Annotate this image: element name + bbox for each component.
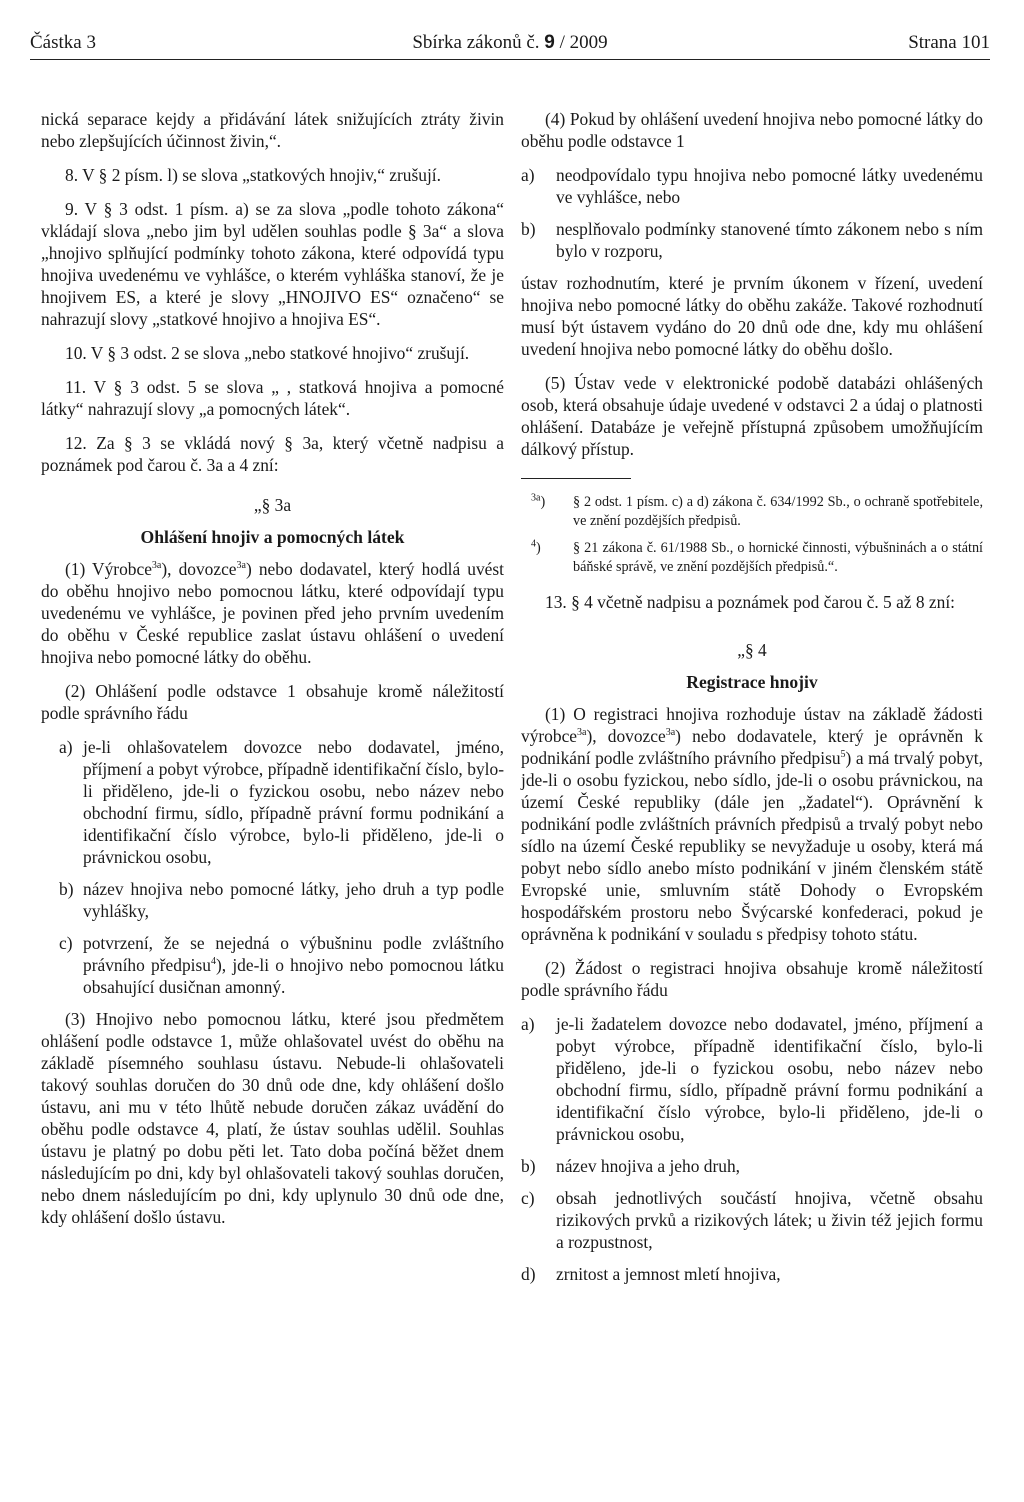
item-text: nesplňovalo podmínky stanovené tímto zákonem nebo s ním bylo v rozporu,	[556, 219, 983, 261]
footnote	[521, 493, 983, 531]
footnote-mark-number: 3a	[531, 492, 541, 504]
subsection-4-tail: ústav rozhodnutím, které je prvním úkonem v řízení, uvedení hnojiva nebo pomocné látky do oběhu zakáže. Takové rozhodnutí musí být ústavem vydáno do 20 dnů ode dne, kdy mu ohlášení uvedení hnojiva nebo pomocné látky do oběhu došlo.	[521, 273, 983, 359]
paragraph-12: 12. Za § 3 se vkládá nový § 3a, který včetně nadpisu a poznámek pod čarou č. 3a a 4 zní:	[41, 433, 504, 475]
footnote-mark: $^4$)	[531, 538, 541, 556]
footnote-mark: $^{3a}$)	[531, 492, 546, 510]
header-page: Strana 101	[908, 32, 990, 53]
list-item	[41, 932, 504, 998]
item-label: c)	[59, 933, 73, 953]
footnote-ref: 3a	[665, 727, 676, 739]
item-text: potvrzení, že se nejedná o výbušninu podle zvláštního právního předpisu	[83, 933, 504, 975]
right-column	[521, 108, 983, 1295]
item-label: b)	[59, 879, 74, 899]
header-part: Částka 3	[30, 32, 96, 53]
footnote-mark-number: 4	[531, 538, 536, 550]
list-item	[521, 164, 983, 208]
subsection-5: (5) Ústav vede v elektronické podobě databázi ohlášených osob, která obsahuje údaje uvedené v odstavci 2 a údaj o platnosti ohlášení. Databáze je veřejně přístupná způsobem umožňujícím dálkový přístup.	[521, 373, 983, 459]
paragraph-10: 10. V § 3 odst. 2 se slova „nebo statkové hnojivo“ zrušují.	[65, 343, 470, 363]
list-item	[521, 1155, 983, 1177]
item-text: ), jde-li o hnojivo nebo pomocnou látku obsahující dusičnan amonný.	[83, 955, 504, 997]
journal-name: Sbírka zákonů č.	[412, 32, 540, 53]
item-label: a)	[59, 737, 73, 757]
subsection-3: (3) Hnojivo nebo pomocnou látku, které jsou předmětem ohlášení podle odstavce 1, může ohlašovatel uvést do oběhu na základě písemného souhlasu ústavu. Nebude-li ohlašovateli takový souhlas doručen do 30 dnů ode dne, kdy ohlášení došlo ústavu, ani mu v této lhůtě nebude doručen zákaz uvádění do oběhu podle odstavce 4, platí, že ústav souhlas udělil. Souhlas ústavu je platný po dobu pěti let. Tato doba počíná běžet dnem následujícím po dni, kdy byl ohlašovateli takový souhlas doručen, nebo dnem následujícím po dni, kdy uplynulo 30 dnů ode dne, kdy ohlášení došlo ústavu.	[41, 1009, 504, 1227]
left-column	[41, 108, 504, 1240]
paragraph-9: 9. V § 3 odst. 1 písm. a) se za slova „podle tohoto zákona“ vkládají slova „nebo jim byl udělen souhlas podle § 3a“ a slova „hnojivo splňující podmínky tohoto zákona, které odpovídá typu hnojiva uvedenému ve vyhlášce, o kterém vyhláška stanoví, že je hnojivem ES, a které je slovy „HNOJIVO ES“ označeno“ se nahrazují slovy „statkové hnojivo a hnojiva ES“.	[41, 199, 504, 329]
item-text: zrnitost a jemnost mletí hnojiva,	[556, 1264, 781, 1284]
paragraph-intro: nická separace kejdy a přidávání látek snižujících ztráty živin nebo zlepšujících účinnost živin,“.	[41, 109, 504, 151]
header-journal	[30, 32, 990, 54]
section-title: Registrace hnojiv	[686, 672, 818, 692]
list-item	[41, 878, 504, 922]
registration-subsection-1	[521, 703, 983, 945]
footnote	[521, 539, 983, 577]
item-text: obsah jednotlivých součástí hnojiva, včetně obsahu rizikových prvků a rizikových látek; u živin též jejich formu a rozpustnost,	[556, 1188, 983, 1252]
paragraph-13: 13. § 4 včetně nadpisu a poznámek pod čarou č. 5 až 8 zní:	[545, 592, 955, 612]
item-label: d)	[521, 1264, 536, 1284]
footnote-ref: 3a	[236, 560, 246, 572]
issue-number: 9	[544, 32, 555, 53]
subsection-1	[41, 558, 504, 668]
item-label: b)	[521, 1156, 536, 1176]
list-item	[521, 1013, 983, 1145]
section-title: Ohlášení hnojiv a pomocných látek	[140, 527, 405, 547]
list-item	[521, 218, 983, 262]
text-run: ), dovozce	[161, 559, 237, 579]
text-run: ), dovozce	[586, 726, 666, 746]
item-text: je-li žadatelem dovozce nebo dodavatel, jméno, příjmení a pobyt výrobce, případně identifikační číslo, bylo-li přiděleno, jde-li o fyzickou osobu, nebo název nebo obchodní firmu, sídlo, případně právní formu podnikání a identifikační číslo výrobce, bylo-li přiděleno, jde-li o právnickou osobu,	[556, 1014, 983, 1144]
footnote-ref: 5	[840, 749, 846, 761]
paragraph-11: 11. V § 3 odst. 5 se slova „ , statková hnojiva a pomocné látky“ nahrazují slovy „a pomocných látek“.	[41, 377, 504, 419]
item-text: název hnojiva nebo pomocné látky, jeho druh a typ podle vyhlášky,	[83, 879, 504, 921]
journal-year: / 2009	[559, 32, 608, 53]
text-run: ) nebo dodavatele, který je oprávněn k podnikání podle zvláštního právního předpisu	[521, 726, 983, 768]
list-item	[521, 1187, 983, 1253]
footnote-text: § 21 zákona č. 61/1988 Sb., o hornické činnosti, výbušninách a o státní báňské správě, ve znění pozdějších předpisů.“.	[573, 540, 983, 575]
paragraph-8: 8. V § 2 písm. l) se slova „statkových hnojiv,“ zrušují.	[65, 165, 441, 185]
text-run: (1) Výrobce	[65, 559, 152, 579]
text-run: (1) O registraci hnojiva rozhoduje ústav na základě žádosti výrobce	[521, 704, 983, 746]
footnote-ref: 3a	[151, 560, 162, 572]
page-header	[30, 30, 990, 60]
subsection-2: (2) Ohlášení podle odstavce 1 obsahuje kromě náležitostí podle správního řádu	[41, 681, 504, 723]
footnote-ref: 4	[210, 956, 216, 968]
item-text: název hnojiva a jeho druh,	[556, 1156, 740, 1176]
text-run: ) nebo dodavatel, který hodlá uvést do oběhu hnojivo nebo pomocnou látku, které odpovídají typu uvedenému ve vyhlášce, je povinen před jeho prvním uvedením do oběhu v České republice zaslat ústavu ohlášení o uvedení hnojiva nebo pomocné látky do oběhu.	[41, 559, 504, 667]
footnote-ref: 3a	[577, 727, 587, 739]
item-label: b)	[521, 219, 536, 239]
list-item	[41, 736, 504, 868]
section-number: „§ 3a	[253, 495, 292, 515]
subsection-4: (4) Pokud by ohlášení uvedení hnojiva nebo pomocné látky do oběhu podle odstavce 1	[521, 109, 983, 151]
list-item	[521, 1263, 983, 1285]
footnote-text: § 2 odst. 1 písm. c) a d) zákona č. 634/1992 Sb., o ochraně spotřebitele, ve znění pozdějších předpisů.	[573, 494, 983, 529]
item-label: a)	[521, 165, 535, 185]
item-text: je-li ohlašovatelem dovozce nebo dodavatel, jméno, příjmení a pobyt výrobce, případně identifikační číslo, bylo-li přiděleno, jde-li o fyzickou osobu, nebo název nebo obchodní firmu, sídlo, případně právní formu podnikání a identifikační číslo výrobce, bylo-li přiděleno, jde-li o právnickou osobu,	[83, 737, 504, 867]
header-rule	[30, 59, 990, 60]
footnote-separator	[521, 478, 631, 479]
registration-subsection-2: (2) Žádost o registraci hnojiva obsahuje kromě náležitostí podle správního řádu	[521, 958, 983, 1000]
section-number: „§ 4	[737, 640, 767, 660]
text-run: ) a má trvalý pobyt, jde-li o osobu fyzickou, nebo sídlo, jde-li o osobu právnickou, na území České republiky (dále jen „žadatel“). Oprávnění k podnikání podle zvláštních právních předpisů a trvalý pobyt nebo sídlo na území České republiky se nevyžaduje u osoby, která má pobyt nebo sídlo anebo místo podnikání v jiném členském státě Evropské unie, smluvním státě Dohody o Evropském hospodářském prostoru nebo Švýcarské konfederaci, pokud je oprávněna k podnikání v souladu s předpisy tohoto státu.	[521, 748, 983, 944]
item-text: neodpovídalo typu hnojiva nebo pomocné látky uvedenému ve vyhlášce, nebo	[556, 165, 983, 207]
item-label: c)	[521, 1188, 535, 1208]
item-label: a)	[521, 1014, 535, 1034]
